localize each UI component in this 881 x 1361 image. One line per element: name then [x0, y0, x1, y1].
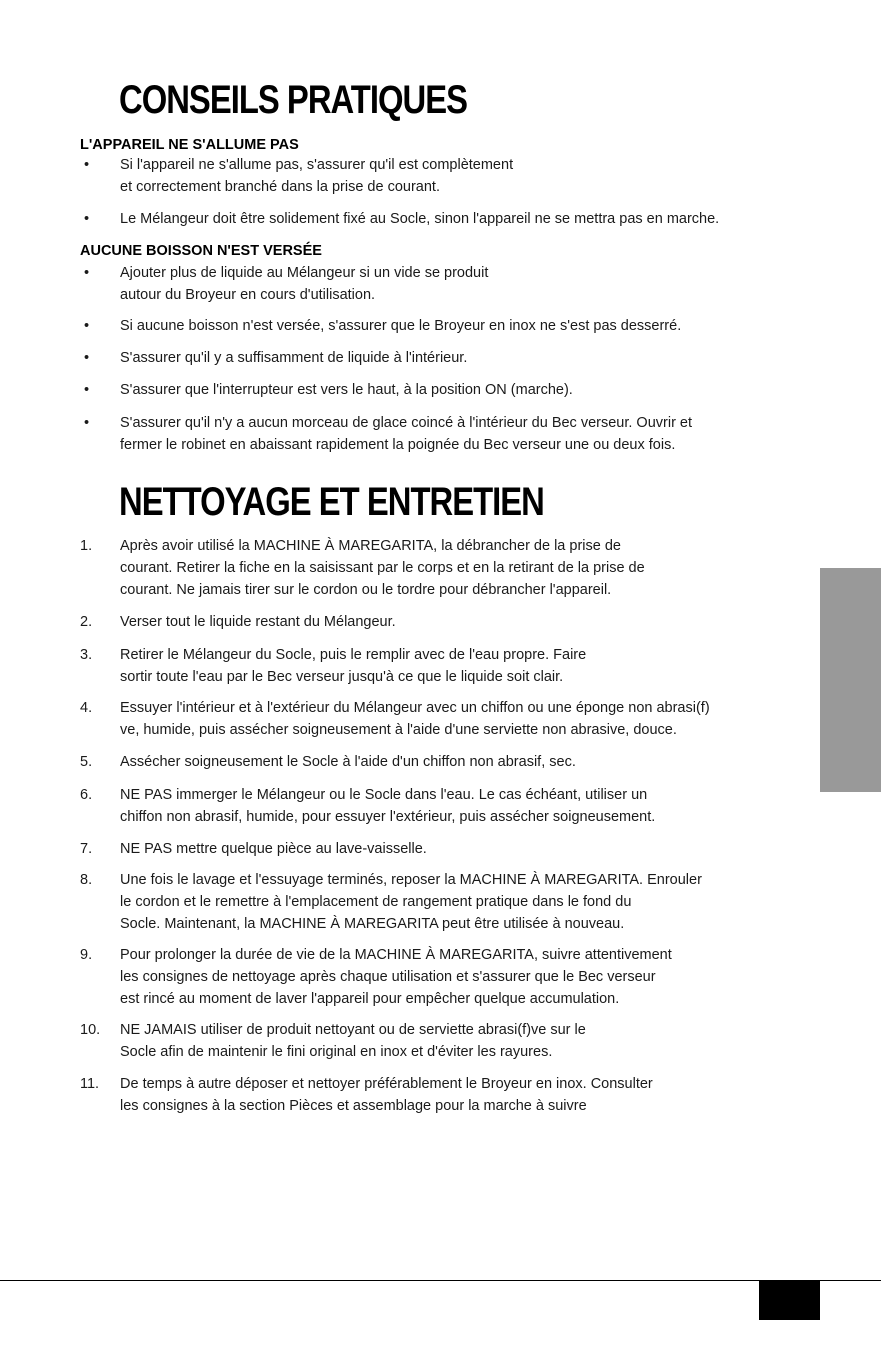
bullet-marker: •: [84, 350, 90, 366]
bullet-marker: •: [84, 265, 90, 281]
list-item-text: Si l'appareil ne s'allume pas, s'assurer qu'il est complètement et correctement branché dans la prise de courant.: [120, 157, 514, 195]
list-item-text: Ajouter plus de liquide au Mélangeur si un vide se produit autour du Broyeur en cours d'utilisation.: [120, 265, 489, 303]
item-text: De temps à autre déposer et nettoyer préférablement le Broyeur en inox. Consulter les consignes à la section Pièces et assemblage pour la marche à suivre: [120, 1076, 653, 1114]
item-number: 4.: [80, 700, 93, 716]
item-text: Une fois le lavage et l'essuyage terminés, reposer la MACHINE À MAREGARITA. Enrouler le cordon et le remettre à l'emplacement de rangement pratique dans le fond du Socle. Maintenant, la MACHINE À MAREGARITA peut être utilisée à nouveau.: [120, 872, 702, 932]
list-item-text: S'assurer qu'il y a suffisamment de liquide à l'intérieur.: [120, 350, 468, 366]
item-number: 11.: [80, 1076, 100, 1092]
item-text: NE PAS mettre quelque pièce au lave-vaisselle.: [120, 841, 427, 857]
item-text: Verser tout le liquide restant du Mélangeur.: [120, 614, 396, 630]
cleaning-title: NETTOYAGE ET ENTRETIEN: [119, 480, 544, 524]
section-heading-no-power: L'APPAREIL NE S'ALLUME PAS: [80, 137, 299, 153]
item-number: 7.: [80, 841, 93, 857]
list-item-text: Le Mélangeur doit être solidement fixé au Socle, sinon l'appareil ne se mettra pas en marche.: [120, 211, 720, 227]
bullet-marker: •: [84, 157, 90, 173]
item-text: Essuyer l'intérieur et à l'extérieur du Mélangeur avec un chiffon ou une éponge non abrasi(f) ve, humide, puis assécher soigneusement à l'aide d'une serviette non abrasive, douce.: [120, 700, 710, 738]
bullet-marker: •: [84, 318, 90, 334]
language-side-tab: [820, 568, 881, 792]
item-number: 10.: [80, 1022, 101, 1038]
bullet-marker: •: [84, 382, 90, 398]
tips-title: CONSEILS PRATIQUES: [119, 78, 468, 122]
item-text: NE JAMAIS utiliser de produit nettoyant ou de serviette abrasi(f)ve sur le Socle afin de maintenir le fini original en inox et d'éviter les rayures.: [120, 1022, 586, 1060]
item-number: 6.: [80, 787, 93, 803]
item-number: 8.: [80, 872, 93, 888]
list-item-text: S'assurer que l'interrupteur est vers le haut, à la position ON (marche).: [120, 382, 573, 398]
page-number-box: [759, 1280, 820, 1320]
item-number: 3.: [80, 647, 93, 663]
item-text: Retirer le Mélangeur du Socle, puis le remplir avec de l'eau propre. Faire sortir toute l'eau par le Bec verseur jusqu'à ce que le liquide soit clair.: [120, 647, 587, 685]
item-text: NE PAS immerger le Mélangeur ou le Socle dans l'eau. Le cas échéant, utiliser un chiffon non abrasif, humide, pour essuyer l'extérieur, puis assécher soigneusement.: [120, 787, 656, 825]
item-number: 1.: [80, 538, 93, 554]
item-text: Pour prolonger la durée de vie de la MACHINE À MAREGARITA, suivre attentivement les consignes de nettoyage après chaque utilisation et s'assurer que le Bec verseur est rincé au moment de laver l'appareil pour empêcher quelque accumulation.: [120, 947, 672, 1007]
list-item-text: S'assurer qu'il n'y a aucun morceau de glace coincé à l'intérieur du Bec verseur. Ouvrir et fermer le robinet en abaissant rapidement la poignée du Bec verseur une ou deux fois.: [120, 415, 693, 453]
item-text: Assécher soigneusement le Socle à l'aide d'un chiffon non abrasif, sec.: [120, 754, 576, 770]
section-heading-no-drink: AUCUNE BOISSON N'EST VERSÉE: [80, 243, 322, 259]
item-number: 9.: [80, 947, 93, 963]
list-item-text: Si aucune boisson n'est versée, s'assurer que le Broyeur en inox ne s'est pas desserré.: [120, 318, 682, 334]
bullet-marker: •: [84, 415, 90, 431]
item-number: 5.: [80, 754, 93, 770]
footer-rule: [0, 1280, 881, 1281]
bullet-marker: •: [84, 211, 90, 227]
item-text: Après avoir utilisé la MACHINE À MAREGARITA, la débrancher de la prise de courant. Retirer la fiche en la saisissant par le corps et en la retirant de la prise de courant. Ne jamais tirer sur le cordon ou le tordre pour débrancher l'appareil.: [120, 538, 645, 598]
item-number: 2.: [80, 614, 93, 630]
